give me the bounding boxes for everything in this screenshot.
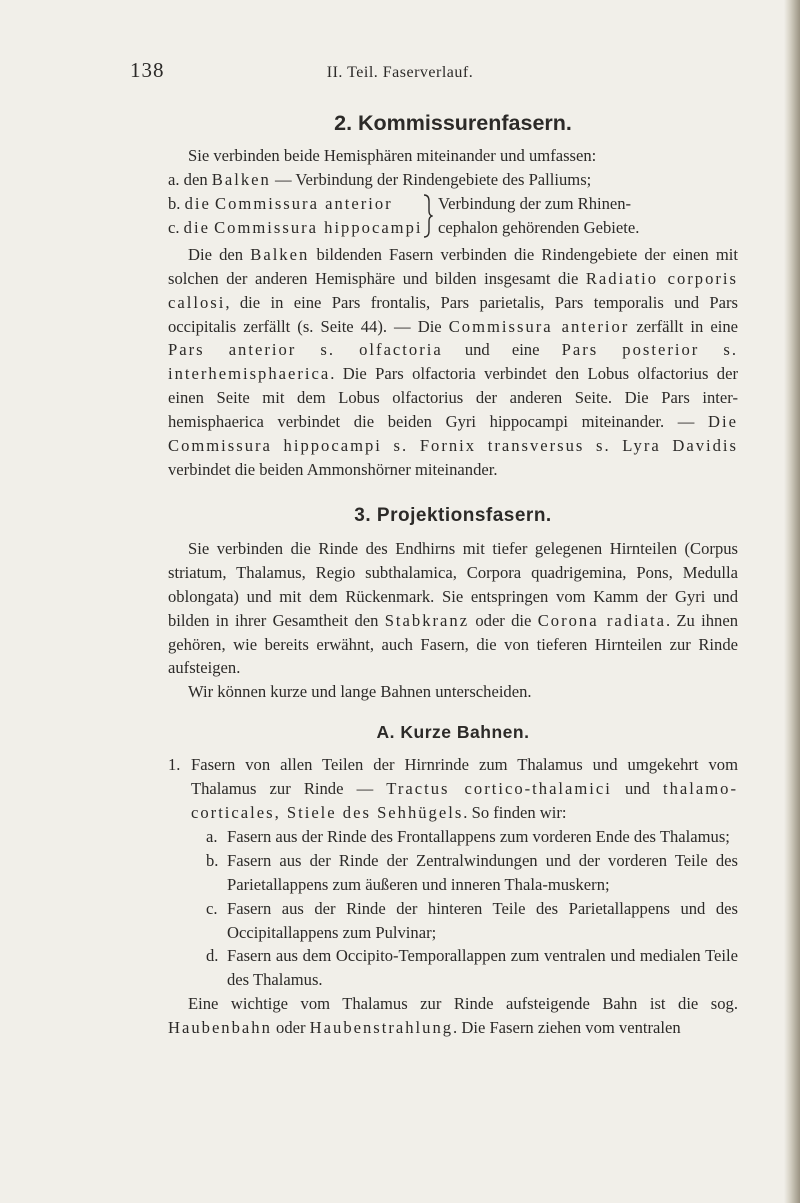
brace-group bbox=[168, 192, 738, 240]
section-heading-projektionsfasern: 3. Projektionsfasern. bbox=[354, 504, 552, 526]
short-tract-subitem-c: c. Fasern aus der Rinde der hinteren Teile des Parietallappens und des Occipitallappens zum Pulvinar; bbox=[206, 898, 738, 942]
section-heading-kommissurenfasern: 2. Kommissurenfasern. bbox=[334, 111, 572, 135]
section2-paragraph: Die den Balken bildenden Fasern verbinden die Rindengebiete der einen mit solchen der anderen Hemisphäre und bilden insgesamt die Radiatio corporis callosi, die in eine Pars frontalis, Pars parietalis, Pars temporalis und Pars occipitalis zerfällt (s. Seite 44). — Die Commissura anterior zerfällt in eine Pars anterior s. olfactoria und eine Pars posterior s. interhemisphaerica. Die Pars olfactoria verbindet den Lobus olfactorius der einen Seite mit dem Lobus olfactorius der anderen Seite. Die Pars inter-hemisphaerica verbindet die beiden Gyri hippocampi miteinander. — Die Commissura hippocampi s. Fornix transversus s. Lyra Davidis verbindet die beiden Ammonshörner miteinander. bbox=[168, 244, 739, 479]
short-tract-subitem-b: b. Fasern aus der Rinde der Zentralwindungen und der vorderen Teile des Parietallappens zum äußeren und inneren Thala-muskern; bbox=[206, 850, 738, 894]
commissure-item-b: b. die Commissura anterior bbox=[168, 193, 393, 213]
commissure-list bbox=[168, 168, 738, 240]
term-balken: Balken bbox=[211, 169, 271, 189]
page-content bbox=[168, 108, 738, 1040]
page-header bbox=[0, 58, 800, 88]
term-commissura-anterior: Commissura anterior bbox=[215, 193, 393, 213]
short-tract-subitem-d: d. Fasern aus dem Occipito-Temporallappen zum ventralen und medialen Teile des Thalamus. bbox=[206, 946, 738, 990]
running-head: II. Teil. Faserverlauf. bbox=[326, 64, 474, 81]
short-tract-subitem-a: a. Fasern aus der Rinde des Frontallappens zum vorderen Ende des Thalamus; bbox=[206, 826, 730, 846]
short-tracts-list bbox=[168, 753, 738, 992]
section3-final-paragraph: Eine wichtige vom Thalamus zur Rinde aufsteigende Bahn ist die sog. Haubenbahn oder Haubenstrahlung. Die Fasern ziehen vom ventralen bbox=[168, 994, 738, 1038]
subheading-kurze-bahnen: A. Kurze Bahnen. bbox=[376, 722, 530, 743]
section2-intro: Sie verbinden beide Hemisphären miteinander und umfassen: bbox=[188, 146, 597, 165]
brace-text: Verbindung der zum Rhinen- cephalon gehörenden Gebiete. bbox=[438, 193, 640, 237]
brace-icon bbox=[421, 193, 433, 239]
commissure-item-c: c. die Commissura hippocampi bbox=[168, 217, 423, 237]
page-edge-shadow bbox=[784, 0, 800, 1203]
term-commissura-hippocampi: Commissura hippocampi bbox=[214, 217, 423, 237]
section3-paragraph-1: Sie verbinden die Rinde des Endhirns mit tiefer gelegenen Hirnteilen (Corpus striatum, Thalamus, Regio subthalamica, Corpora quadrigemina, Pons, Medulla oblongata) und mit dem Rückenmark. Sie entspringen vom Kamm der Gyri und bilden in ihrer Gesamtheit den Stabkranz oder die Corona radiata. Zu ihnen gehören, wie bereits erwähnt, auch Fasern, die von tieferen Hirnteilen zur Rinde aufsteigen. bbox=[168, 538, 739, 678]
commissure-item-a: a. den Balken — Verbindung der Rindengebiete des Palliums; bbox=[168, 169, 592, 189]
short-tract-item-1: 1. Fasern von allen Teilen der Hirnrinde zum Thalamus und umgekehrt vom Thalamus zur Rinde — Tractus cortico-thalamici und thalamo-corticales, Stiele des Sehhügels. So finden wir: bbox=[168, 755, 738, 823]
page-number: 138 bbox=[130, 58, 165, 82]
section3-paragraph-2: Wir können kurze und lange Bahnen unterscheiden. bbox=[188, 682, 532, 702]
